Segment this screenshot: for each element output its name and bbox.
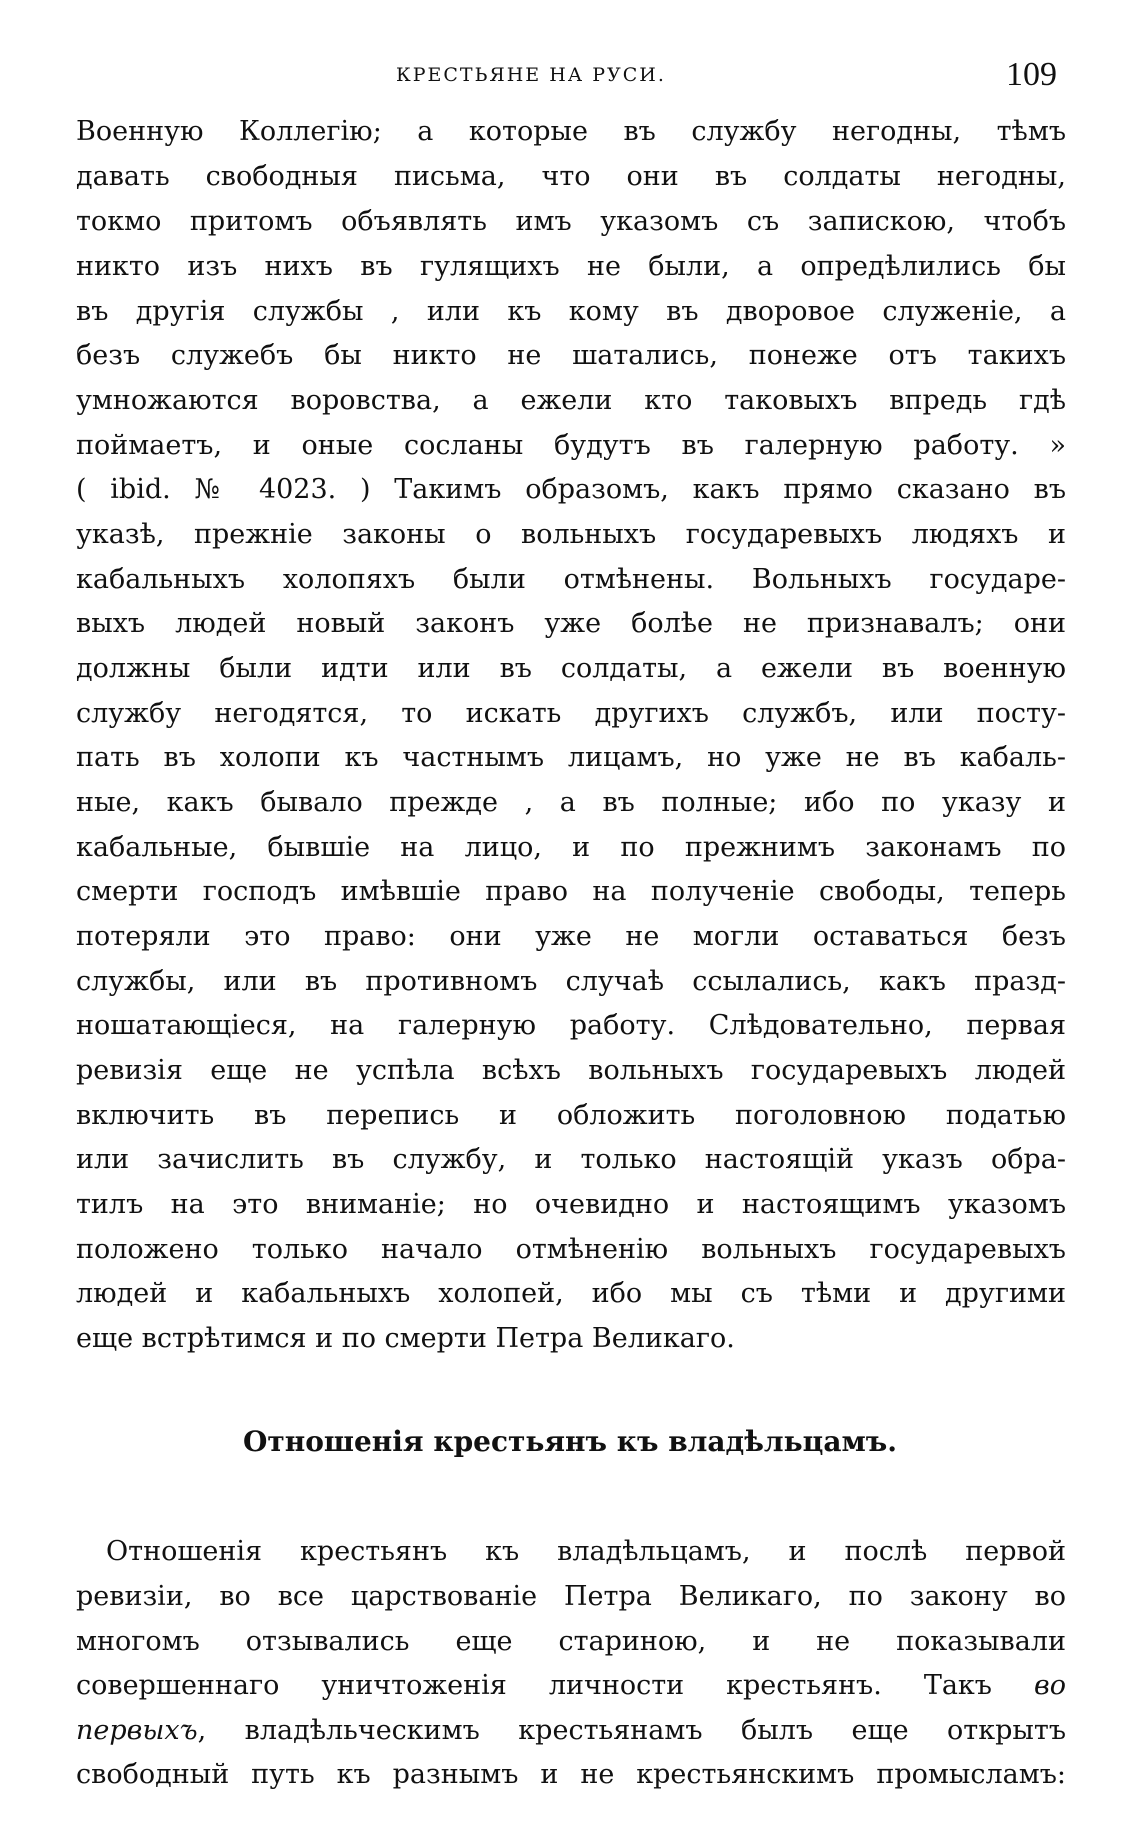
page-number: 109	[1006, 56, 1057, 93]
text-line: ревизіи, во все царствованіе Петра Великаго, по закону во	[76, 1581, 1066, 1612]
running-header	[0, 56, 1140, 96]
text-line: ные, какъ бывало прежде , а въ полные; ибо по указу и	[76, 787, 1066, 818]
text-line: еще встрѣтимся и по смерти Петра Великаго.	[76, 1323, 735, 1354]
text-line: смерти господъ имѣвшіе право на полученіе свободы, теперь	[76, 876, 1066, 907]
text-run: , владѣльческимъ крестьянамъ былъ еще открытъ	[197, 1715, 1066, 1746]
text-line: свободный путь къ разнымъ и не крестьянскимъ промысламъ:	[76, 1759, 1066, 1790]
text-line: ревизія еще не успѣла всѣхъ вольныхъ государевыхъ людей	[76, 1055, 1066, 1086]
text-line: службу негодятся, то искать другихъ службъ, или посту-	[76, 698, 1066, 729]
text-line: умножаются воровства, а ежели кто таковыхъ впредь гдѣ	[76, 385, 1066, 416]
text-line: кабальные, бывшіе на лицо, и по прежнимъ законамъ по	[76, 832, 1066, 863]
text-line: кабальныхъ холопяхъ были отмѣнены. Вольныхъ государе-	[76, 564, 1066, 595]
text-line	[76, 1666, 1066, 1706]
text-line: въ другія службы , или къ кому въ дворовое служеніе, а	[76, 296, 1066, 327]
text-line: ношатающіеся, на галерную работу. Слѣдовательно, первая	[76, 1010, 1066, 1041]
text-line: включить въ перепись и обложить поголовною податью	[76, 1100, 1066, 1131]
italic-run: во	[1034, 1670, 1066, 1701]
text-line: безъ служебъ бы никто не шатались, понеже отъ такихъ	[76, 340, 1066, 371]
text-line: ( ibid. № 4023. ) Такимъ образомъ, какъ прямо сказано въ	[76, 474, 1066, 505]
text-line: людей и кабальныхъ холопей, ибо мы съ тѣми и другими	[76, 1278, 1066, 1309]
text-line: потеряли это право: они уже не могли оставаться безъ	[76, 921, 1066, 952]
text-line: службы, или въ противномъ случаѣ ссылались, какъ празд-	[76, 966, 1066, 997]
section-heading: Отношенія крестьянъ къ владѣльцамъ.	[242, 1425, 898, 1458]
text-line	[76, 1711, 1066, 1751]
text-line: Отношенія крестьянъ къ владѣльцамъ, и послѣ первой	[106, 1536, 1066, 1567]
text-line: давать свободныя письма, что они въ солдаты негодны,	[76, 161, 1066, 192]
text-line: Военную Коллегію; а которые въ службу негодны, тѣмъ	[76, 116, 1066, 147]
text-line: пать въ холопи къ частнымъ лицамъ, но уже не въ кабаль-	[76, 742, 1066, 773]
text-line: или зачислить въ службу, и только настоящій указъ обра-	[76, 1144, 1066, 1175]
text-line: поймаетъ, и оные сосланы будутъ въ галерную работу. »	[76, 430, 1066, 461]
text-run: совершеннаго уничтоженія личности крестьянъ. Такъ	[76, 1670, 992, 1701]
italic-run: первыхъ	[76, 1715, 198, 1746]
text-line: многомъ отзывались еще стариною, и не показывали	[76, 1626, 1066, 1657]
text-line: должны были идти или въ солдаты, а ежели въ военную	[76, 653, 1066, 684]
text-line: никто изъ нихъ въ гулящихъ не были, а опредѣлились бы	[76, 251, 1066, 282]
text-line: выхъ людей новый законъ уже болѣе не признавалъ; они	[76, 608, 1066, 639]
text-line: положено только начало отмѣненію вольныхъ государевыхъ	[76, 1234, 1066, 1265]
text-line: указѣ, прежніе законы о вольныхъ государевыхъ людяхъ и	[76, 519, 1066, 550]
text-line: тилъ на это вниманіе; но очевидно и настоящимъ указомъ	[76, 1189, 1066, 1220]
running-title: КРЕСТЬЯНЕ НА РУСИ.	[396, 64, 666, 86]
text-line: токмо притомъ объявлять имъ указомъ съ запискою, чтобъ	[76, 206, 1066, 237]
